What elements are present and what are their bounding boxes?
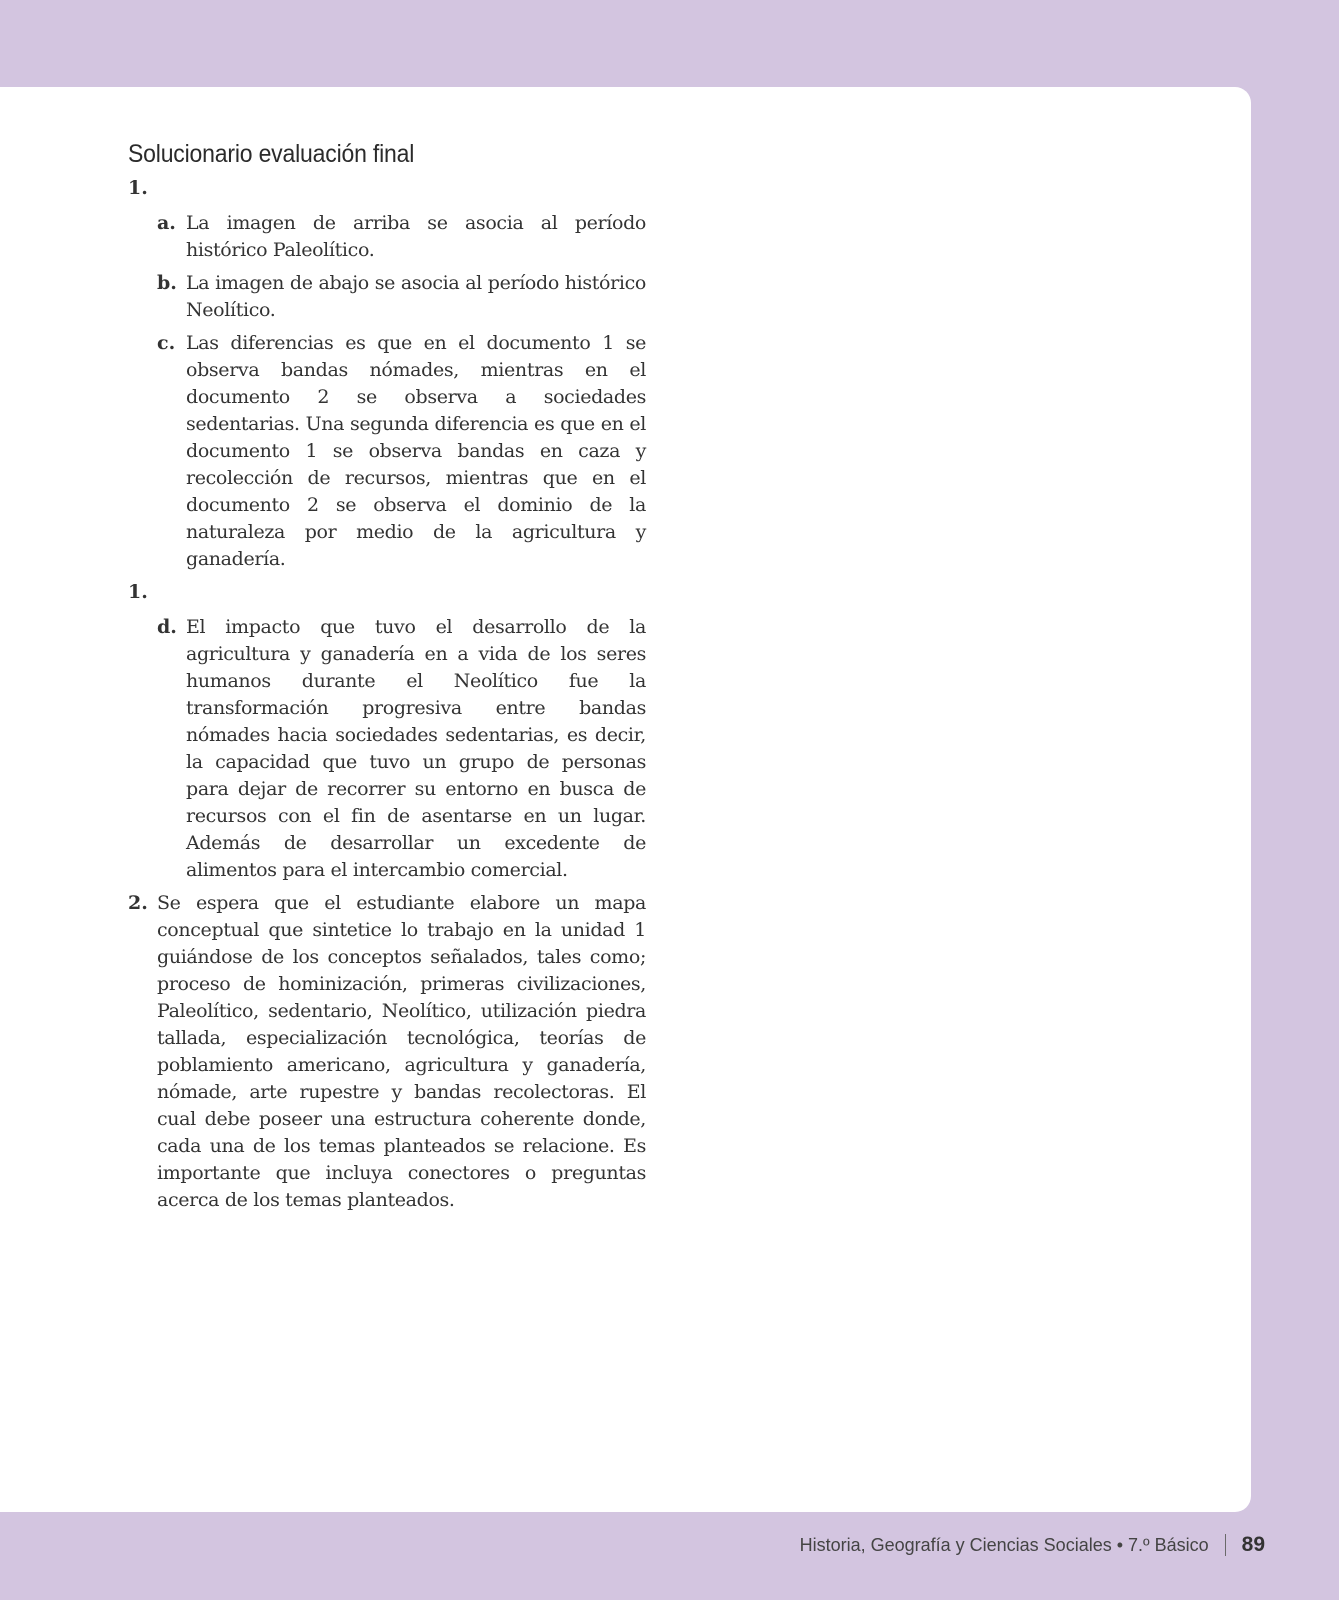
page-number: 89 xyxy=(1241,1533,1265,1556)
answer-text: La imagen de abajo se asocia al período histórico Neolítico. xyxy=(186,272,646,321)
answer-marker: a. xyxy=(157,212,176,234)
answer-2 xyxy=(128,890,646,1214)
page-footer xyxy=(800,1530,1265,1560)
answer-1a xyxy=(128,210,646,264)
answer-1c xyxy=(128,330,646,573)
section-title: Solucionario evaluación final xyxy=(128,140,415,168)
answer-text: Se espera que el estudiante elabore un mapa conceptual que sintetice lo trabajo en la unidad 1 guiándose de los conceptos señalados, tales como; proceso de hominización, primeras civilizaciones, Paleolítico, sedentario, Neolítico, utilización piedra tallada, especialización tecnológica, teorías de poblamiento americano, agricultura y ganadería, nómade, arte rupestre y bandas recolectoras. El cual debe poseer una estructura coherente donde, cada una de los temas planteados se relacione. Es importante que incluya conectores o preguntas acerca de los temas planteados. xyxy=(157,892,646,1211)
answer-1b xyxy=(128,270,646,324)
footer-book-title: Historia, Geografía y Ciencias Sociales • 7.º Básico xyxy=(799,1534,1209,1555)
answer-marker: c. xyxy=(157,332,176,354)
question-1-number-repeat: 1. xyxy=(128,581,148,603)
answer-marker: 2. xyxy=(128,892,148,914)
answer-key-content xyxy=(128,140,646,1220)
answer-text: El impacto que tuvo el desarrollo de la agricultura y ganadería en a vida de los seres humanos durante el Neolítico fue la transformación progresiva entre bandas nómades hacia sociedades sedentarias, es decir, la capacidad que tuvo un grupo de personas para dejar de recorrer su entorno en busca de recursos con el fin de asentarse en un lugar. Además de desarrollar un excedente de alimentos para el intercambio comercial. xyxy=(186,616,646,881)
answer-1d xyxy=(128,614,646,884)
answer-text: Las diferencias es que en el documento 1 se observa bandas nómades, mientras en el documento 2 se observa a sociedades sedentarias. Una segunda diferencia es que en el documento 1 se observa bandas en caza y recolección de recursos, mientras que en el documento 2 se observa el dominio de la naturaleza por medio de la agricultura y ganadería. xyxy=(186,332,646,570)
question-1-number: 1. xyxy=(128,177,148,199)
answer-marker: b. xyxy=(157,272,177,294)
footer-divider xyxy=(1225,1534,1226,1556)
answer-marker: d. xyxy=(157,616,177,638)
answer-text: La imagen de arriba se asocia al período histórico Paleolítico. xyxy=(186,212,646,261)
